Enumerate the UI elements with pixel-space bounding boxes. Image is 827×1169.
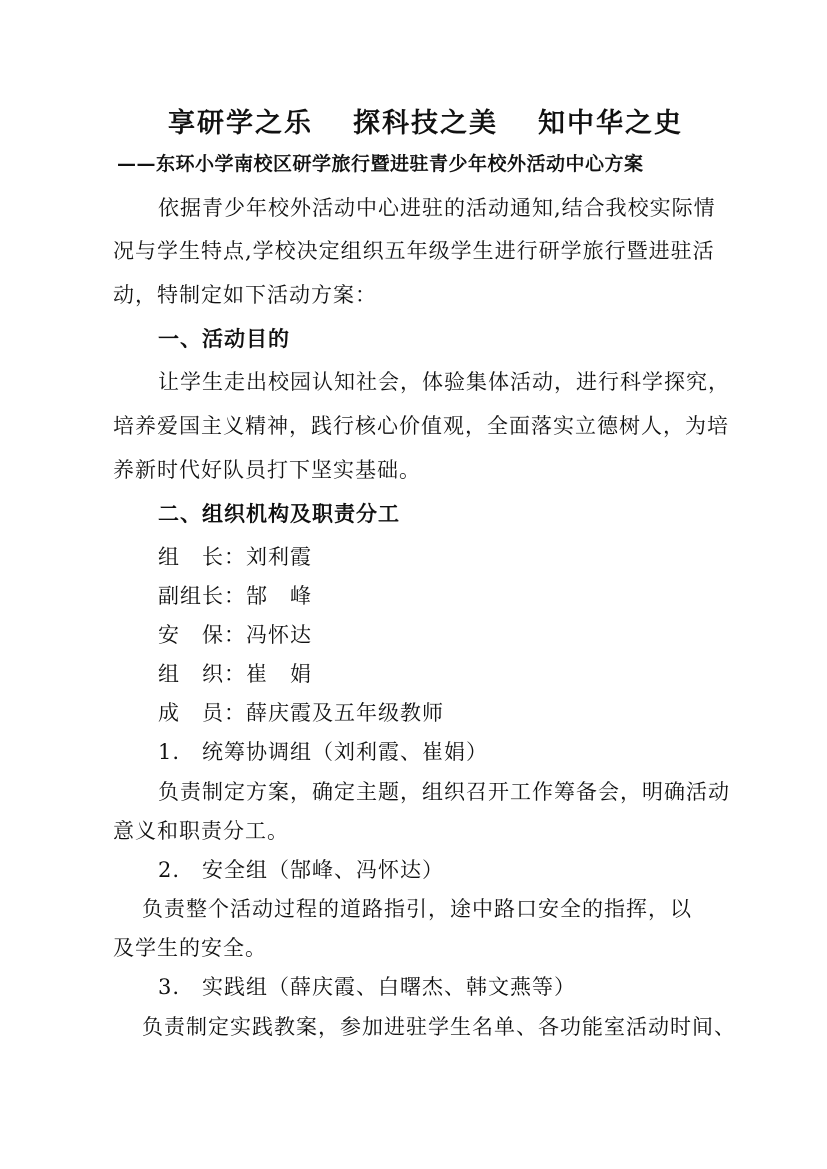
role-security bbox=[158, 621, 312, 649]
group-number: 2. bbox=[158, 858, 181, 882]
role-value: 冯怀达 bbox=[246, 623, 312, 647]
group-1-desc-line-1: 负责制定方案，确定主题，组织召开工作筹备会，明确活动 bbox=[158, 780, 730, 804]
group-number: 3. bbox=[158, 975, 181, 999]
role-deputy-leader bbox=[158, 582, 312, 610]
role-organization bbox=[158, 660, 312, 688]
role-label: 组 长： bbox=[158, 545, 246, 569]
group-title: 实践组（薛庆霞、白曙杰、韩文燕等） bbox=[202, 975, 577, 999]
section-1-line-2: 培养爱国主义精神，践行核心价值观，全面落实立德树人，为培 bbox=[113, 414, 729, 438]
role-value: 刘利霞 bbox=[246, 545, 312, 569]
group-1-title bbox=[158, 738, 488, 766]
role-label: 安 保： bbox=[158, 623, 246, 647]
title-part-3: 知中华之史 bbox=[538, 108, 683, 139]
group-title: 统筹协调组（刘利霞、崔娟） bbox=[202, 740, 489, 764]
role-value: 薛庆霞及五年级教师 bbox=[246, 701, 444, 725]
group-title: 安全组（郜峰、冯怀达） bbox=[202, 858, 445, 882]
section-1-line-3: 养新时代好队员打下坚实基础。 bbox=[113, 458, 421, 482]
role-leader bbox=[158, 543, 312, 571]
group-2-title bbox=[158, 856, 444, 884]
intro-line-2: 况与学生特点,学校决定组织五年级学生进行研学旅行暨进驻活 bbox=[113, 239, 715, 263]
group-3-desc-line-1: 负责制定实践教案，参加进驻学生名单、各功能室活动时间、 bbox=[142, 1015, 736, 1039]
group-1-desc-line-2: 意义和职责分工。 bbox=[113, 819, 289, 843]
document-subtitle: ——东环小学南校区研学旅行暨进驻青少年校外活动中心方案 bbox=[117, 153, 644, 175]
role-label: 副组长： bbox=[158, 584, 246, 608]
intro-line-1: 依据青少年校外活动中心进驻的活动通知,结合我校实际情 bbox=[158, 196, 716, 220]
title-part-1: 享研学之乐 bbox=[168, 108, 313, 139]
role-label: 成 员： bbox=[158, 701, 246, 725]
role-value: 崔 娟 bbox=[246, 662, 312, 686]
role-value: 郜 峰 bbox=[246, 584, 312, 608]
section-1-line-1: 让学生走出校园认知社会，体验集体活动，进行科学探究， bbox=[158, 370, 730, 394]
group-2-desc-line-2: 及学生的安全。 bbox=[113, 936, 267, 960]
group-2-desc-line-1: 负责整个活动过程的道路指引，途中路口安全的指挥，以 bbox=[142, 897, 692, 921]
role-label: 组 织： bbox=[158, 662, 246, 686]
role-members bbox=[158, 699, 444, 727]
group-number: 1. bbox=[158, 740, 181, 764]
title-part-2: 探科技之美 bbox=[353, 108, 498, 139]
section-2-heading: 二、组织机构及职责分工 bbox=[158, 501, 400, 526]
document-title bbox=[168, 106, 683, 142]
section-1-heading: 一、活动目的 bbox=[158, 326, 290, 351]
intro-line-3: 动，特制定如下活动方案： bbox=[113, 283, 377, 307]
group-3-title bbox=[158, 973, 576, 1001]
